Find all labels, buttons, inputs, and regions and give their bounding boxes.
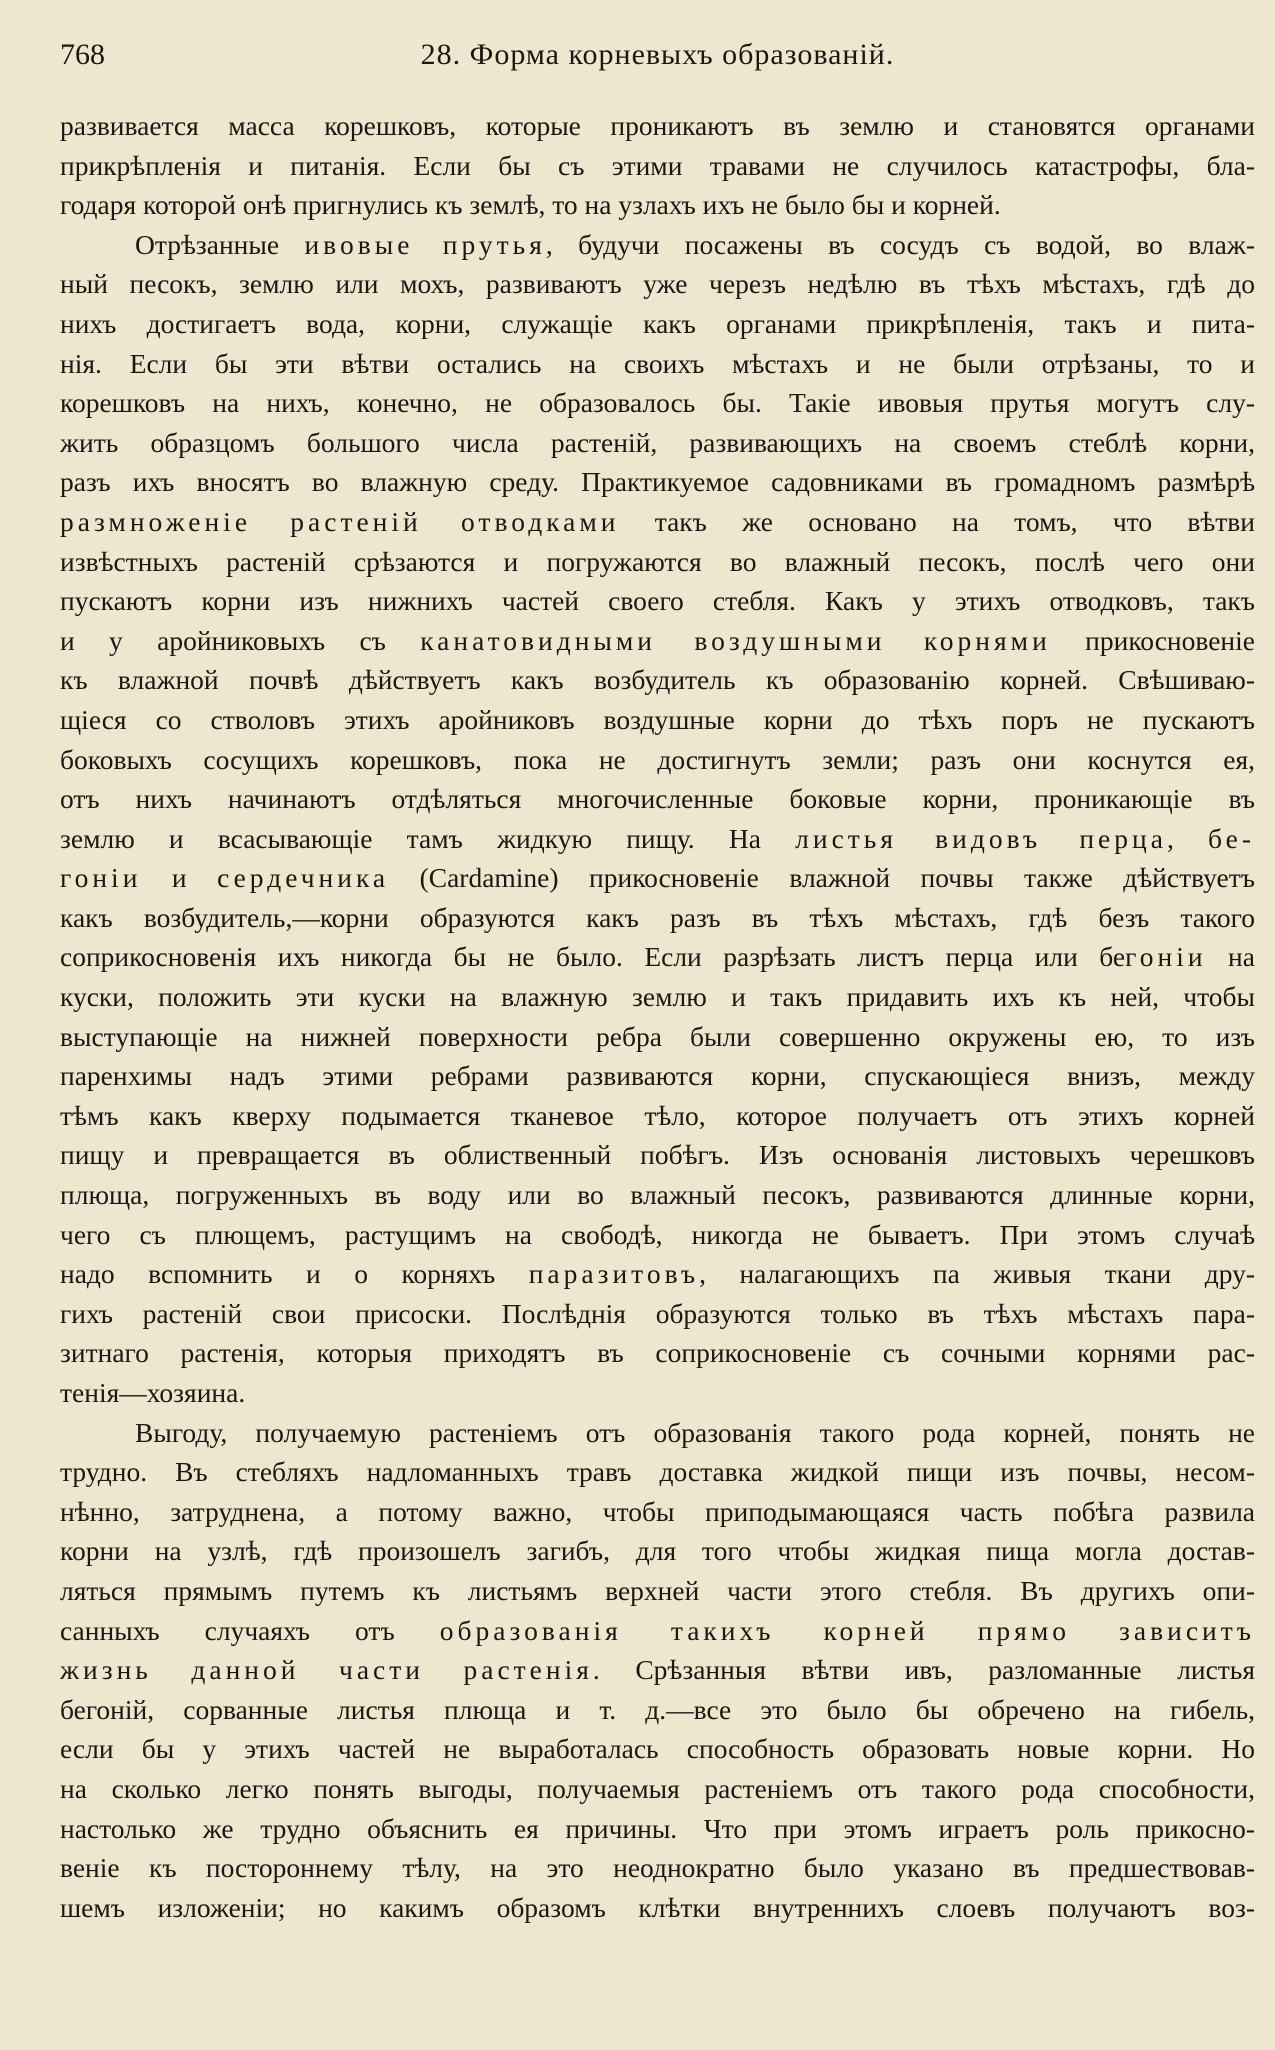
text-line: гихъ растеній свои присоски. Послѣднія образуются только въ тѣхъ мѣстахъ пара- bbox=[60, 1297, 1255, 1329]
text-line: куски, положить эти куски на влажную землю и такъ придавить ихъ къ ней, чтобы bbox=[60, 981, 1255, 1013]
text-line: соприкосновенія ихъ никогда бы не было. Если разрѣзать листъ перца или бегоніи на bbox=[60, 941, 1255, 973]
text-line: Выгоду, получаемую растеніемъ отъ образованія такого рода корней, понять не bbox=[135, 1416, 1255, 1448]
text-line: пищу и превращается въ облиственный побѣгъ. Изъ основанія листовыхъ черешковъ bbox=[60, 1139, 1255, 1171]
text-line: зитнаго растенія, которыя приходятъ въ соприкосновеніе съ сочными корнями рас- bbox=[60, 1337, 1255, 1369]
text-line: годаря которой онѣ пригнулись къ землѣ, то на узлахъ ихъ не было бы и корней. bbox=[60, 189, 1001, 221]
text-line: шемъ изложеніи; но какимъ образомъ клѣтки внутреннихъ слоевъ получаютъ воз- bbox=[60, 1891, 1255, 1923]
text-line: какъ возбудитель,—корни образуются какъ разъ въ тѣхъ мѣстахъ, гдѣ безъ такого bbox=[60, 901, 1255, 933]
text-line: развивается масса корешковъ, которые проникаютъ въ землю и становятся органами bbox=[60, 110, 1255, 141]
text-line: къ влажной почвѣ дѣйствуетъ какъ возбудитель къ образованію корней. Свѣшиваю- bbox=[60, 664, 1255, 696]
body-text bbox=[60, 106, 1255, 1927]
text-line: отъ нихъ начинаютъ отдѣляться многочисленные боковые корни, проникающіе въ bbox=[60, 783, 1255, 815]
text-line: щіеся со стволовъ этихъ аройниковъ воздушные корни до тѣхъ поръ не пускаютъ bbox=[60, 703, 1255, 735]
text-line: веніе къ постороннему тѣлу, на это неоднократно было указано въ предшествовав- bbox=[60, 1852, 1255, 1884]
text-line: нія. Если бы эти вѣтви остались на своихъ мѣстахъ и не были отрѣзаны, то и bbox=[60, 347, 1255, 379]
text-line: тенія—хозяина. bbox=[60, 1377, 246, 1408]
running-head bbox=[60, 38, 1255, 98]
text-line: плюща, погруженныхъ въ воду или во влажный песокъ, развиваются длинные корни, bbox=[60, 1179, 1255, 1211]
text-line: бегоній, сорванные листья плюща и т. д.—все это было бы обречено на гибель, bbox=[60, 1693, 1255, 1725]
text-line: жизнь данной части растенія. Срѣзанныя вѣтви ивъ, разломанные листья bbox=[60, 1654, 1255, 1686]
text-line: нѣнно, затруднена, а потому важно, чтобы приподымающаяся часть побѣга развила bbox=[60, 1495, 1255, 1527]
text-line: боковыхъ сосущихъ корешковъ, пока не достигнутъ земли; разъ они коснутся ея, bbox=[60, 743, 1255, 775]
text-line: и у аройниковыхъ съ канатовидными воздушными корнями прикосновеніе bbox=[60, 624, 1255, 656]
text-line: извѣстныхъ растеній срѣзаются и погружаются во влажный песокъ, послѣ чего они bbox=[60, 545, 1255, 577]
text-line: нихъ достигаетъ вода, корни, служащіе какъ органами прикрѣпленія, такъ и пита- bbox=[60, 307, 1255, 339]
text-line: выступающіе на нижней поверхности ребра были совершенно окружены ею, то изъ bbox=[60, 1020, 1255, 1052]
text-line: Отрѣзанные ивовые прутья, будучи посажены въ сосудъ съ водой, во влаж- bbox=[135, 228, 1255, 260]
page-number: 768 bbox=[60, 38, 105, 71]
text-line: чего съ плющемъ, растущимъ на свободѣ, никогда не бываетъ. При этомъ случаѣ bbox=[60, 1218, 1255, 1250]
text-line: настолько же трудно объяснить ея причины. Что при этомъ играетъ роль прикосно- bbox=[60, 1812, 1255, 1844]
text-line: корни на узлѣ, гдѣ произошелъ загибъ, для того чтобы жидкая пища могла достав- bbox=[60, 1535, 1255, 1567]
text-line: землю и всасывающіе тамъ жидкую пищу. На листья видовъ перца, бе- bbox=[60, 822, 1255, 854]
text-line: если бы у этихъ частей не выработалась способность образовать новые корни. Но bbox=[60, 1733, 1255, 1765]
text-line: паренхимы надъ этими ребрами развиваются корни, спускающіеся внизъ, между bbox=[60, 1060, 1255, 1092]
text-line: прикрѣпленія и питанія. Если бы съ этими травами не случилось катастрофы, бла- bbox=[60, 149, 1255, 181]
text-line: корешковъ на нихъ, конечно, не образовалось бы. Такіе ивовыя прутья могутъ слу- bbox=[60, 387, 1255, 419]
text-line: трудно. Въ стебляхъ надломанныхъ травъ доставка жидкой пищи изъ почвы, несом- bbox=[60, 1456, 1255, 1488]
text-line: размноженіе растеній отводками такъ же основано на томъ, что вѣтви bbox=[60, 505, 1255, 537]
text-line: санныхъ случаяхъ отъ образованія такихъ корней прямо зависитъ bbox=[60, 1614, 1255, 1646]
text-line: пускаютъ корни изъ нижнихъ частей своего стебля. Какъ у этихъ отводковъ, такъ bbox=[60, 585, 1255, 617]
running-title: 28. Форма корневыхъ образованій. bbox=[420, 38, 895, 71]
text-line: на сколько легко понять выгоды, получаемыя растеніемъ отъ такого рода способности, bbox=[60, 1772, 1255, 1804]
text-line: жить образцомъ большого числа растеній, развивающихъ на своемъ стеблѣ корни, bbox=[60, 426, 1255, 458]
text-line: ляться прямымъ путемъ къ листьямъ верхней части этого стебля. Въ другихъ опи- bbox=[60, 1574, 1255, 1606]
text-line: разъ ихъ вносятъ во влажную среду. Практикуемое садовниками въ громадномъ размѣрѣ bbox=[60, 466, 1255, 498]
text-line: гоніи и сердечника (Cardamine) прикосновеніе влажной почвы также дѣйствуетъ bbox=[60, 862, 1255, 894]
text-line: ный песокъ, землю или мохъ, развиваютъ уже черезъ недѣлю въ тѣхъ мѣстахъ, гдѣ до bbox=[60, 268, 1255, 300]
text-line: тѣмъ какъ кверху подымается тканевое тѣло, которое получаетъ отъ этихъ корней bbox=[60, 1099, 1255, 1131]
text-line: надо вспомнить и о корняхъ паразитовъ, налагающихъ па живыя ткани дру- bbox=[60, 1258, 1255, 1290]
